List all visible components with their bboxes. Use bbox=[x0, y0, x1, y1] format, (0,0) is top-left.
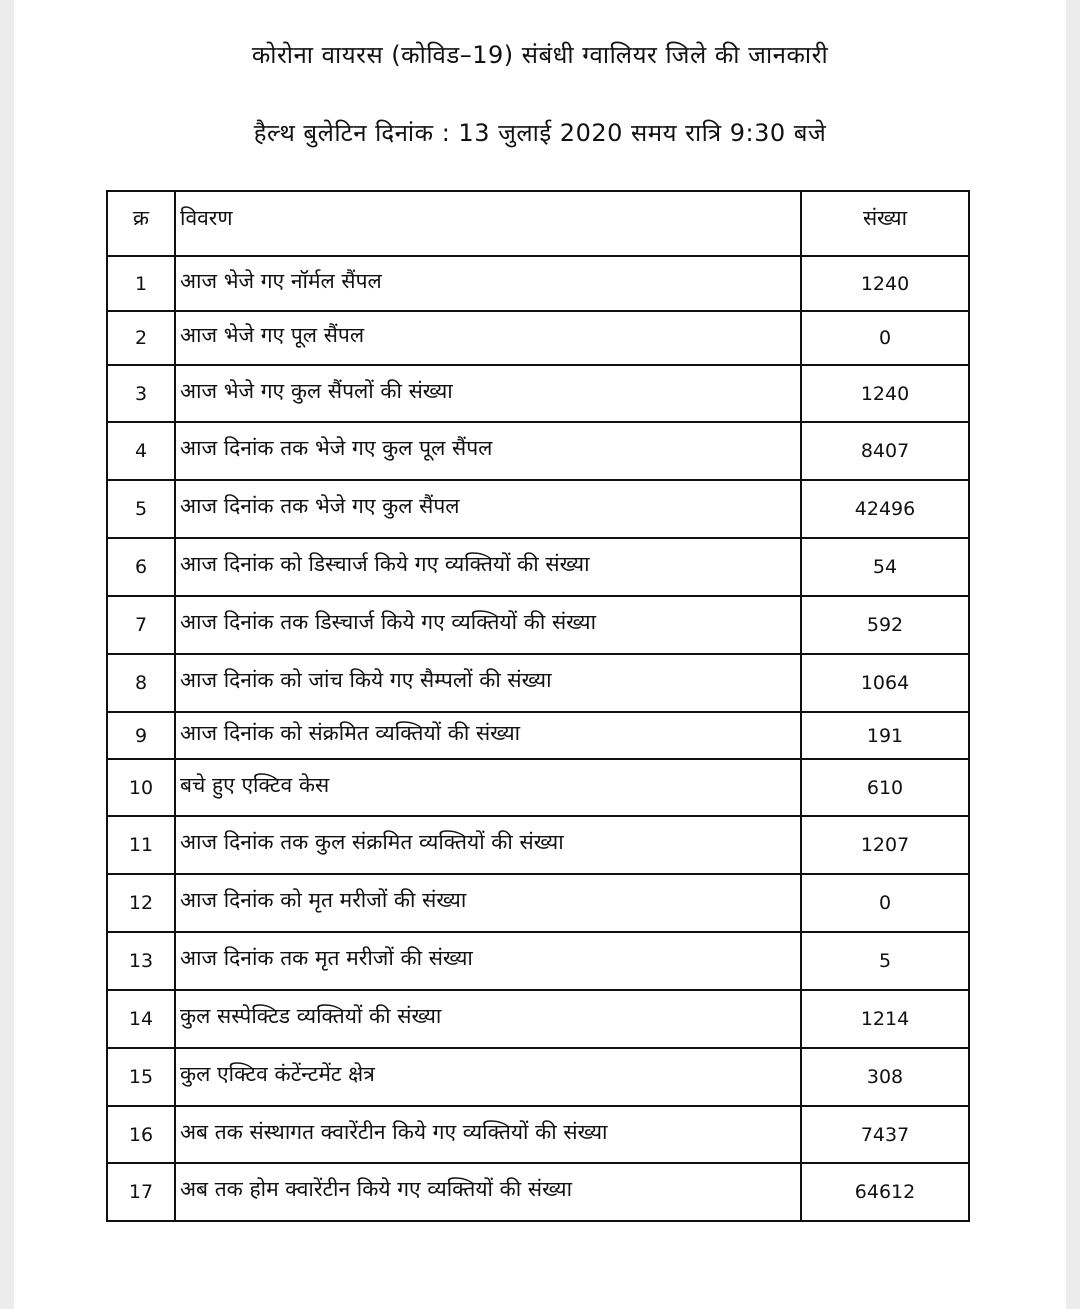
row-description: आज दिनांक को मृत मरीजों की संख्या bbox=[175, 874, 801, 932]
bulletin-date-line: हैल्थ बुलेटिन दिनांक : 13 जुलाई 2020 समय रात्रि 9:30 बजे bbox=[253, 119, 827, 147]
row-description: आज दिनांक को संक्रमित व्यक्तियों की संख्या bbox=[175, 712, 801, 759]
row-description: अब तक संस्थागत क्वारेंटीन किये गए व्यक्तियों की संख्या bbox=[175, 1106, 801, 1163]
row-description: कुल एक्टिव कंटेंन्टमेंट क्षेत्र bbox=[175, 1048, 801, 1106]
column-header-description: विवरण bbox=[175, 191, 801, 256]
row-number: 14 bbox=[107, 990, 175, 1048]
row-count: 1207 bbox=[801, 816, 969, 874]
row-description: आज दिनांक तक भेजे गए कुल पूल सैंपल bbox=[175, 422, 801, 480]
table-row bbox=[107, 256, 969, 311]
table-row bbox=[107, 932, 969, 990]
row-count: 7437 bbox=[801, 1106, 969, 1163]
row-description: आज दिनांक तक कुल संक्रमित व्यक्तियों की संख्या bbox=[175, 816, 801, 874]
row-description: बचे हुए एक्टिव केस bbox=[175, 759, 801, 816]
row-number: 17 bbox=[107, 1163, 175, 1221]
row-description: आज दिनांक को जांच किये गए सैम्पलों की संख्या bbox=[175, 654, 801, 712]
row-description: आज दिनांक तक डिस्चार्ज किये गए व्यक्तियों की संख्या bbox=[175, 596, 801, 654]
row-description: आज भेजे गए नॉर्मल सैंपल bbox=[175, 256, 801, 311]
row-number: 15 bbox=[107, 1048, 175, 1106]
row-count: 592 bbox=[801, 596, 969, 654]
row-number: 6 bbox=[107, 538, 175, 596]
row-count: 8407 bbox=[801, 422, 969, 480]
row-count: 0 bbox=[801, 311, 969, 365]
table-row bbox=[107, 365, 969, 422]
table-header-row bbox=[107, 191, 969, 256]
table-row bbox=[107, 422, 969, 480]
table-row bbox=[107, 1048, 969, 1106]
row-count: 1064 bbox=[801, 654, 969, 712]
row-count: 191 bbox=[801, 712, 969, 759]
row-count: 42496 bbox=[801, 480, 969, 538]
row-count: 610 bbox=[801, 759, 969, 816]
row-number: 13 bbox=[107, 932, 175, 990]
table-row bbox=[107, 311, 969, 365]
row-number: 12 bbox=[107, 874, 175, 932]
column-header-sr: क्र bbox=[107, 191, 175, 256]
table-row bbox=[107, 654, 969, 712]
table-row bbox=[107, 1163, 969, 1221]
row-description: अब तक होम क्वारेंटीन किये गए व्यक्तियों की संख्या bbox=[175, 1163, 801, 1221]
row-description: आज दिनांक तक भेजे गए कुल सैंपल bbox=[175, 480, 801, 538]
row-description: कुल सस्पेक्टिड व्यक्तियों की संख्या bbox=[175, 990, 801, 1048]
row-count: 5 bbox=[801, 932, 969, 990]
row-count: 1214 bbox=[801, 990, 969, 1048]
table-row bbox=[107, 712, 969, 759]
table-row bbox=[107, 480, 969, 538]
row-count: 64612 bbox=[801, 1163, 969, 1221]
document-title: कोरोना वायरस (कोविड–19) संबंधी ग्वालियर जिले की जानकारी bbox=[251, 41, 829, 69]
table-row bbox=[107, 1106, 969, 1163]
row-count: 1240 bbox=[801, 256, 969, 311]
table-row bbox=[107, 816, 969, 874]
table-row bbox=[107, 759, 969, 816]
row-number: 16 bbox=[107, 1106, 175, 1163]
row-count: 308 bbox=[801, 1048, 969, 1106]
row-number: 9 bbox=[107, 712, 175, 759]
row-number: 8 bbox=[107, 654, 175, 712]
row-description: आज भेजे गए पूल सैंपल bbox=[175, 311, 801, 365]
row-number: 7 bbox=[107, 596, 175, 654]
table-row bbox=[107, 874, 969, 932]
column-header-count: संख्या bbox=[801, 191, 969, 256]
row-number: 3 bbox=[107, 365, 175, 422]
table-row bbox=[107, 990, 969, 1048]
table-row bbox=[107, 538, 969, 596]
row-count: 0 bbox=[801, 874, 969, 932]
row-number: 1 bbox=[107, 256, 175, 311]
row-number: 4 bbox=[107, 422, 175, 480]
table-row bbox=[107, 596, 969, 654]
row-number: 2 bbox=[107, 311, 175, 365]
row-count: 1240 bbox=[801, 365, 969, 422]
row-count: 54 bbox=[801, 538, 969, 596]
bulletin-table bbox=[106, 190, 970, 1222]
row-description: आज दिनांक तक मृत मरीजों की संख्या bbox=[175, 932, 801, 990]
row-description: आज दिनांक को डिस्चार्ज किये गए व्यक्तियों की संख्या bbox=[175, 538, 801, 596]
row-number: 5 bbox=[107, 480, 175, 538]
row-number: 11 bbox=[107, 816, 175, 874]
row-number: 10 bbox=[107, 759, 175, 816]
row-description: आज भेजे गए कुल सैंपलों की संख्या bbox=[175, 365, 801, 422]
